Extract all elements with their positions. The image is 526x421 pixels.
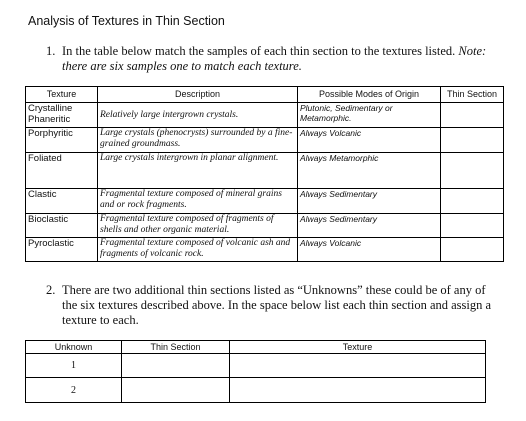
table-row (26, 354, 486, 378)
texture-cell: Pyroclastic (26, 238, 98, 262)
unknown-number-cell: 2 (26, 378, 122, 403)
question-1-note: Note: there are six samples one to match each texture. (62, 44, 487, 73)
thin-section-cell[interactable] (441, 128, 504, 153)
origin-cell: Always Metamorphic (298, 153, 441, 189)
header-origin: Possible Modes of Origin (298, 87, 441, 103)
description-cell: Fragmental texture composed of fragments of shells and other organic material. (98, 214, 298, 238)
origin-cell: Always Volcanic (298, 238, 441, 262)
table-row (26, 128, 504, 153)
description-cell: Large crystals intergrown in planar alignment. (98, 153, 298, 189)
origin-cell: Always Volcanic (298, 128, 441, 153)
unknown-table-header (26, 341, 486, 354)
texture-cell: Porphyritic (26, 128, 98, 153)
header-description: Description (98, 87, 298, 103)
unknown-texture-cell[interactable] (230, 354, 486, 378)
table-row (26, 378, 486, 403)
question-1-number: 1. (46, 44, 56, 58)
header-thin-section: Thin Section (441, 87, 504, 103)
texture-cell: Bioclastic (26, 214, 98, 238)
thin-section-cell[interactable] (441, 189, 504, 214)
question-2-text: There are two additional thin sections listed as “Unknowns” these could be of any of the six textures described above. In the space below list each thin section and assign a texture to each. (62, 283, 492, 327)
unknown-thin-section-cell[interactable] (122, 378, 230, 403)
texture-table (25, 86, 504, 262)
page-title: Analysis of Textures in Thin Section (28, 14, 225, 28)
origin-cell: Plutonic, Sedimentary or Metamorphic. (298, 103, 441, 128)
thin-section-cell[interactable] (441, 153, 504, 189)
table-row (26, 214, 504, 238)
texture-cell: Foliated (26, 153, 98, 189)
description-cell: Fragmental texture composed of volcanic ash and fragments of volcanic rock. (98, 238, 298, 262)
table-row (26, 238, 504, 262)
texture-table-header (26, 87, 504, 103)
unknown-number-cell: 1 (26, 354, 122, 378)
unknown-thin-section-cell[interactable] (122, 354, 230, 378)
origin-cell: Always Sedimentary (298, 214, 441, 238)
question-1-text (62, 44, 492, 74)
table-row (26, 189, 504, 214)
thin-section-cell[interactable] (441, 214, 504, 238)
question-1-instruction: In the table below match the samples of each thin section to the textures listed. (62, 44, 456, 58)
table-row (26, 153, 504, 189)
texture-cell: Crystalline Phaneritic (26, 103, 98, 128)
description-cell: Large crystals (phenocrysts) surrounded by a fine-grained groundmass. (98, 128, 298, 153)
unknown-texture-cell[interactable] (230, 378, 486, 403)
origin-cell: Always Sedimentary (298, 189, 441, 214)
thin-section-cell[interactable] (441, 103, 504, 128)
description-cell: Fragmental texture composed of mineral grains and or rock fragments. (98, 189, 298, 214)
thin-section-cell[interactable] (441, 238, 504, 262)
header-texture: Texture (26, 87, 98, 103)
question-2-number: 2. (46, 283, 56, 297)
description-cell: Relatively large intergrown crystals. (98, 103, 298, 128)
unknown-table (25, 340, 486, 403)
table-row (26, 103, 504, 128)
header-unknown-texture: Texture (230, 341, 486, 354)
header-unknown-thin-section: Thin Section (122, 341, 230, 354)
texture-cell: Clastic (26, 189, 98, 214)
header-unknown: Unknown (26, 341, 122, 354)
